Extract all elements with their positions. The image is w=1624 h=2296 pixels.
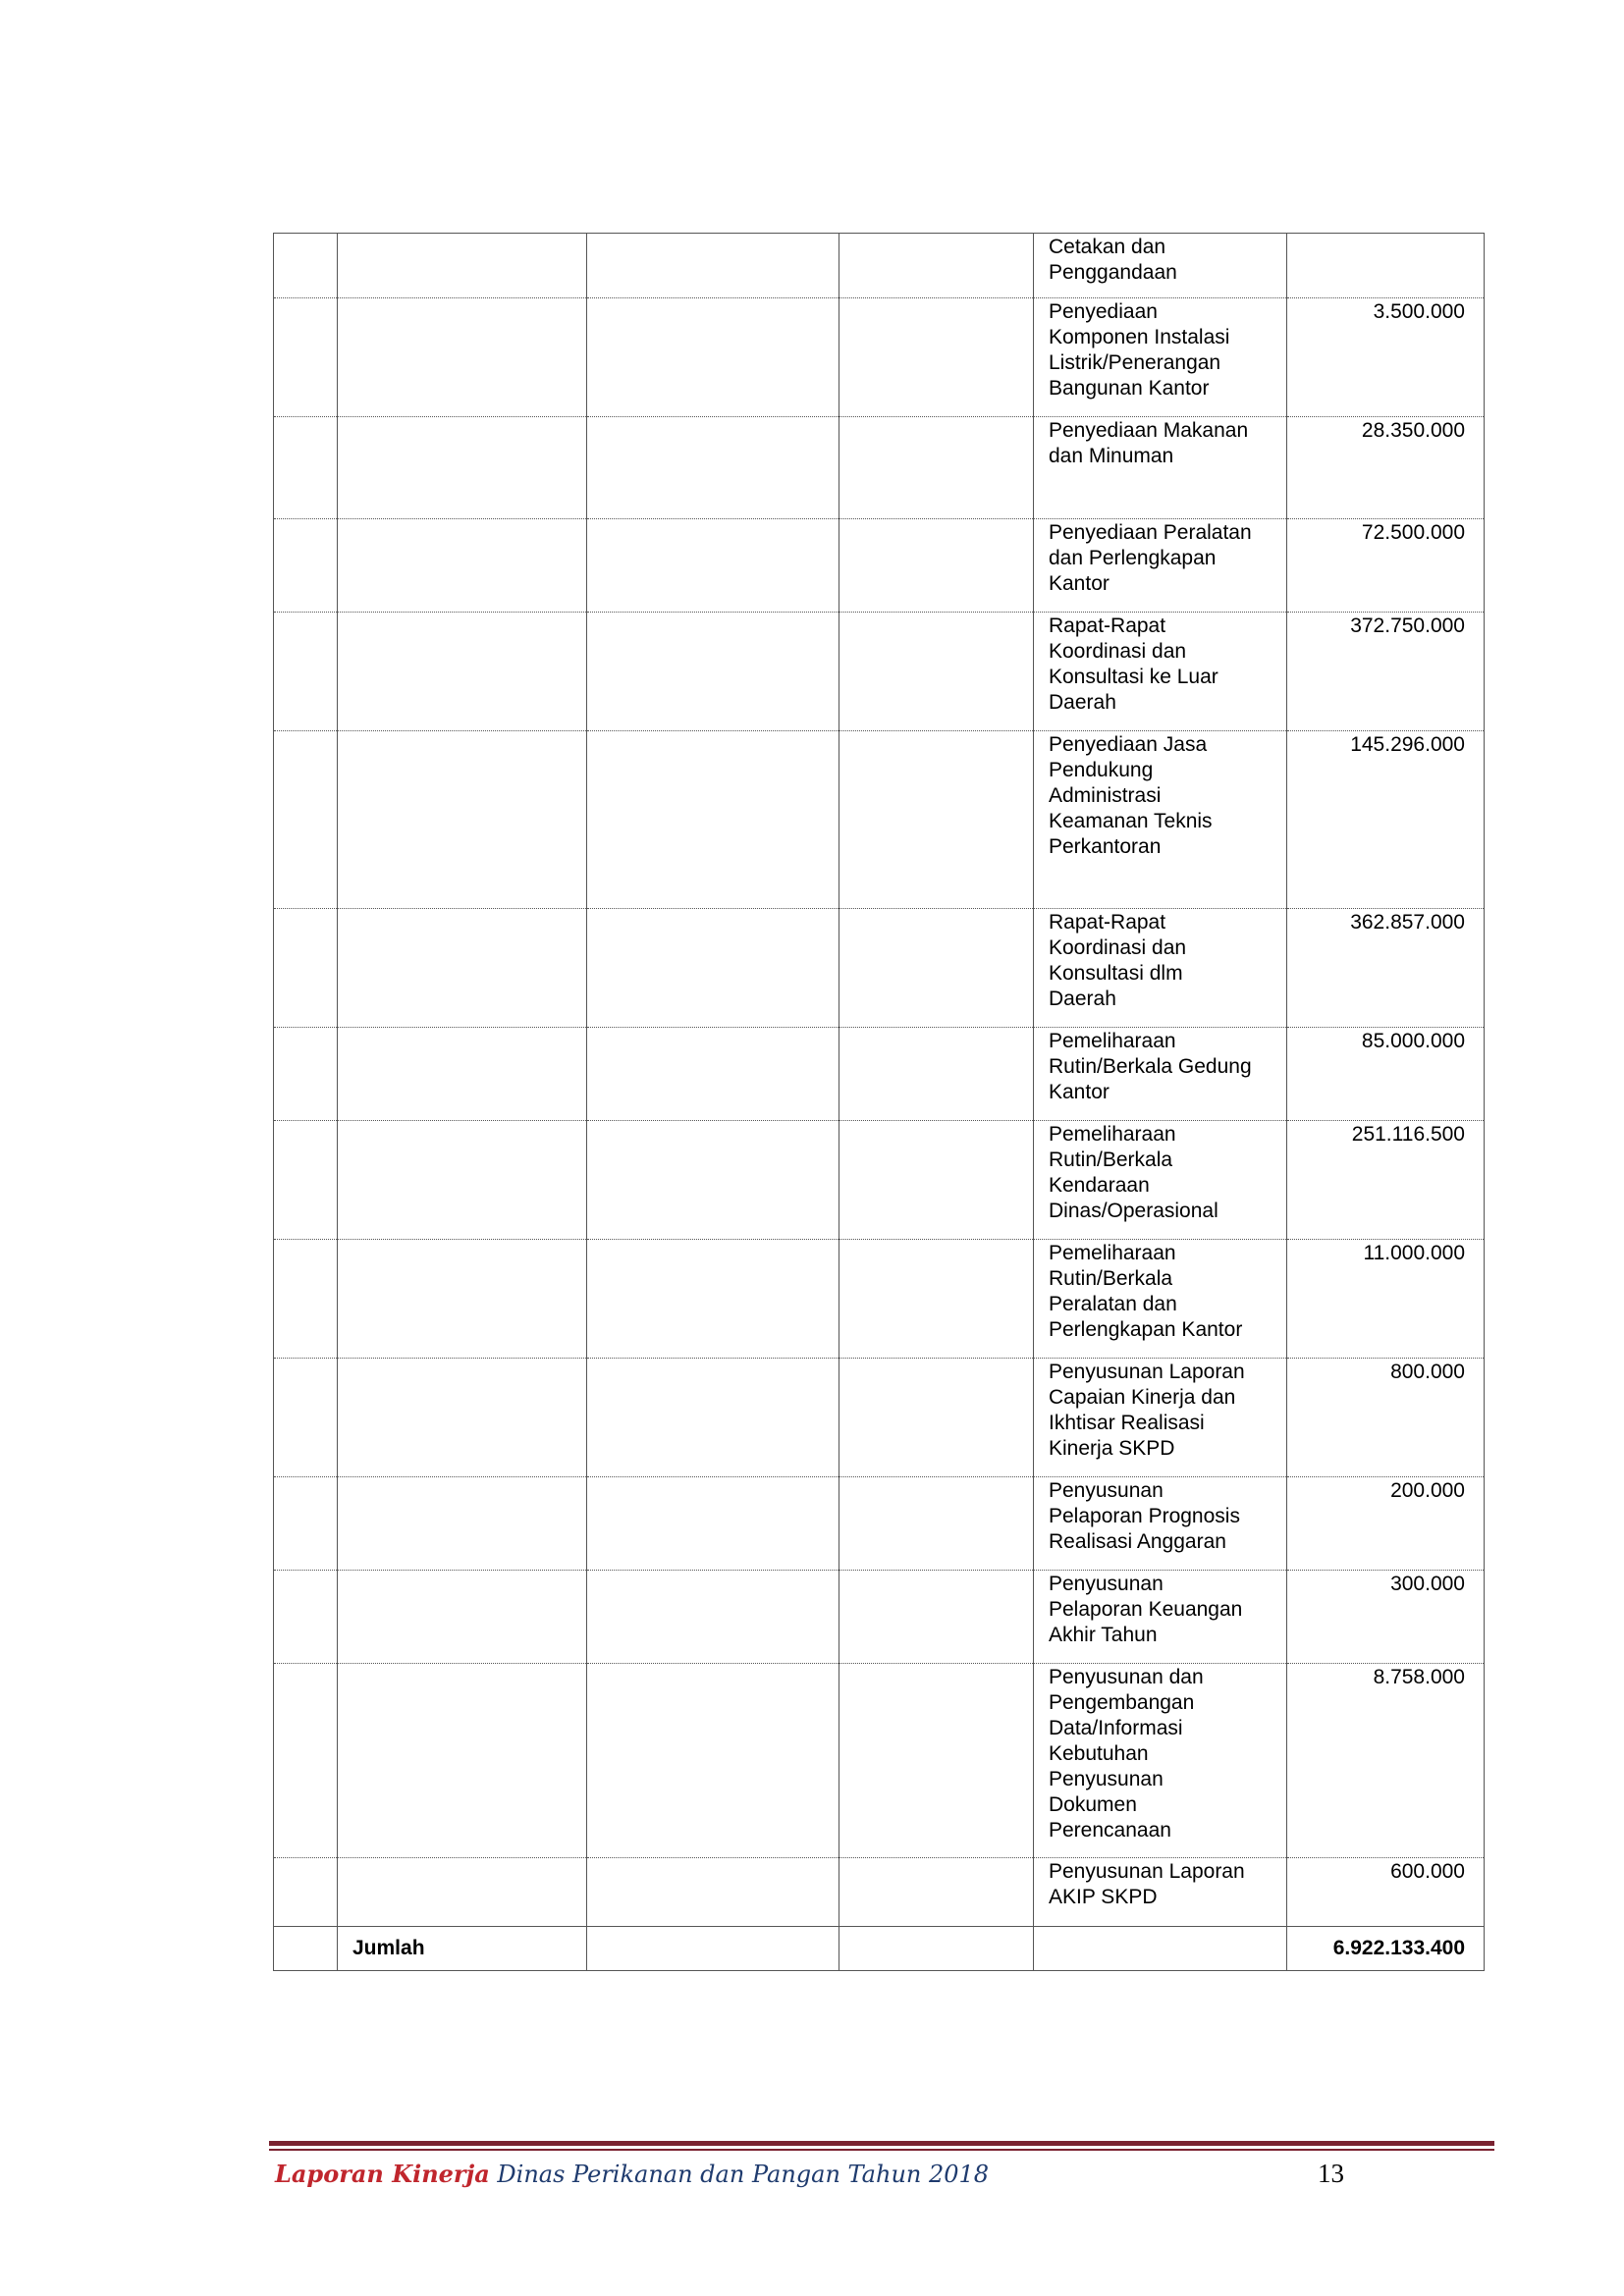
target-cell	[839, 519, 1034, 613]
program-cell	[338, 1858, 587, 1927]
activity-cell: Penyediaan Makanan dan Minuman	[1034, 417, 1287, 519]
amount-cell: 800.000	[1287, 1359, 1485, 1477]
total-row	[274, 1927, 1485, 1971]
indicator-cell	[587, 613, 839, 731]
target-cell	[839, 1121, 1034, 1240]
indicator-cell	[587, 1121, 839, 1240]
target-cell	[839, 909, 1034, 1028]
table-row	[274, 234, 1485, 298]
program-cell	[338, 1121, 587, 1240]
no-cell	[274, 731, 338, 909]
indicator-cell	[587, 731, 839, 909]
table-row	[274, 613, 1485, 731]
budget-table	[273, 233, 1485, 1971]
amount-cell: 11.000.000	[1287, 1240, 1485, 1359]
indicator-cell	[587, 298, 839, 417]
target-cell	[839, 1664, 1034, 1858]
activity-cell: Penyusunan Pelaporan Prognosis Realisasi Anggaran	[1034, 1477, 1287, 1571]
target-cell	[839, 1240, 1034, 1359]
target-cell	[839, 1858, 1034, 1927]
indicator-cell	[587, 519, 839, 613]
total-label: Jumlah	[338, 1927, 587, 1971]
footer-rule	[269, 2141, 1494, 2146]
table-row	[274, 731, 1485, 909]
program-cell	[338, 1477, 587, 1571]
target-cell	[839, 731, 1034, 909]
no-cell	[274, 1664, 338, 1858]
indicator-cell	[587, 234, 839, 298]
indicator-cell	[587, 909, 839, 1028]
target-cell	[839, 1359, 1034, 1477]
amount-cell: 28.350.000	[1287, 417, 1485, 519]
amount-cell: 300.000	[1287, 1571, 1485, 1664]
total-no-cell	[274, 1927, 338, 1971]
indicator-cell	[587, 1571, 839, 1664]
activity-cell: Pemeliharaan Rutin/Berkala Gedung Kantor	[1034, 1028, 1287, 1121]
indicator-cell	[587, 1477, 839, 1571]
table-row	[274, 1477, 1485, 1571]
amount-cell: 200.000	[1287, 1477, 1485, 1571]
no-cell	[274, 909, 338, 1028]
footer-title-rest: Dinas Perikanan dan Pangan Tahun 2018	[489, 2161, 990, 2188]
indicator-cell	[587, 1240, 839, 1359]
target-cell	[839, 298, 1034, 417]
program-cell	[338, 417, 587, 519]
amount-cell: 72.500.000	[1287, 519, 1485, 613]
program-cell	[338, 298, 587, 417]
no-cell	[274, 1240, 338, 1359]
no-cell	[274, 1359, 338, 1477]
activity-cell: Cetakan dan Penggandaan	[1034, 234, 1287, 298]
amount-cell: 362.857.000	[1287, 909, 1485, 1028]
amount-cell: 372.750.000	[1287, 613, 1485, 731]
activity-cell: Penyusunan Laporan AKIP SKPD	[1034, 1858, 1287, 1927]
page-number: 13	[1318, 2159, 1344, 2188]
total-empty-cell	[839, 1927, 1034, 1971]
activity-cell: Penyediaan Komponen Instalasi Listrik/Penerangan Bangunan Kantor	[1034, 298, 1287, 417]
no-cell	[274, 1121, 338, 1240]
table-row	[274, 909, 1485, 1028]
indicator-cell	[587, 1359, 839, 1477]
target-cell	[839, 1028, 1034, 1121]
activity-cell: Penyusunan dan Pengembangan Data/Informasi Kebutuhan Penyusunan Dokumen Perencanaan	[1034, 1664, 1287, 1858]
table-row	[274, 1359, 1485, 1477]
total-amount: 6.922.133.400	[1287, 1927, 1485, 1971]
table-row	[274, 519, 1485, 613]
no-cell	[274, 1858, 338, 1927]
activity-cell: Pemeliharaan Rutin/Berkala Peralatan dan Perlengkapan Kantor	[1034, 1240, 1287, 1359]
table-row	[274, 1121, 1485, 1240]
activity-cell: Rapat-Rapat Koordinasi dan Konsultasi dlm Daerah	[1034, 909, 1287, 1028]
program-cell	[338, 731, 587, 909]
no-cell	[274, 613, 338, 731]
amount-cell	[1287, 234, 1485, 298]
activity-cell: Rapat-Rapat Koordinasi dan Konsultasi ke Luar Daerah	[1034, 613, 1287, 731]
target-cell	[839, 1477, 1034, 1571]
no-cell	[274, 519, 338, 613]
footer-title	[275, 2160, 989, 2188]
amount-cell: 145.296.000	[1287, 731, 1485, 909]
amount-cell: 8.758.000	[1287, 1664, 1485, 1858]
activity-cell: Pemeliharaan Rutin/Berkala Kendaraan Dinas/Operasional	[1034, 1121, 1287, 1240]
footer-rule-thin	[269, 2149, 1494, 2151]
amount-cell: 3.500.000	[1287, 298, 1485, 417]
table-row	[274, 1240, 1485, 1359]
no-cell	[274, 417, 338, 519]
program-cell	[338, 1028, 587, 1121]
total-empty-cell	[587, 1927, 839, 1971]
target-cell	[839, 613, 1034, 731]
no-cell	[274, 1571, 338, 1664]
amount-cell: 600.000	[1287, 1858, 1485, 1927]
activity-cell: Penyusunan Laporan Capaian Kinerja dan Ikhtisar Realisasi Kinerja SKPD	[1034, 1359, 1287, 1477]
total-empty-cell	[1034, 1927, 1287, 1971]
amount-cell: 85.000.000	[1287, 1028, 1485, 1121]
target-cell	[839, 234, 1034, 298]
no-cell	[274, 1028, 338, 1121]
amount-cell: 251.116.500	[1287, 1121, 1485, 1240]
table-row	[274, 1664, 1485, 1858]
program-cell	[338, 613, 587, 731]
program-cell	[338, 909, 587, 1028]
no-cell	[274, 1477, 338, 1571]
table-row	[274, 298, 1485, 417]
indicator-cell	[587, 1664, 839, 1858]
footer-title-accent: Laporan Kinerja	[275, 2160, 490, 2188]
indicator-cell	[587, 417, 839, 519]
activity-cell: Penyediaan Peralatan dan Perlengkapan Kantor	[1034, 519, 1287, 613]
indicator-cell	[587, 1858, 839, 1927]
program-cell	[338, 1359, 587, 1477]
table-row	[274, 1028, 1485, 1121]
no-cell	[274, 298, 338, 417]
target-cell	[839, 1571, 1034, 1664]
table-row	[274, 417, 1485, 519]
indicator-cell	[587, 1028, 839, 1121]
no-cell	[274, 234, 338, 298]
activity-cell: Penyusunan Pelaporan Keuangan Akhir Tahun	[1034, 1571, 1287, 1664]
table-row	[274, 1858, 1485, 1927]
program-cell	[338, 519, 587, 613]
program-cell	[338, 1240, 587, 1359]
program-cell	[338, 234, 587, 298]
program-cell	[338, 1571, 587, 1664]
target-cell	[839, 417, 1034, 519]
program-cell	[338, 1664, 587, 1858]
activity-cell: Penyediaan Jasa Pendukung Administrasi Keamanan Teknis Perkantoran	[1034, 731, 1287, 909]
table-row	[274, 1571, 1485, 1664]
